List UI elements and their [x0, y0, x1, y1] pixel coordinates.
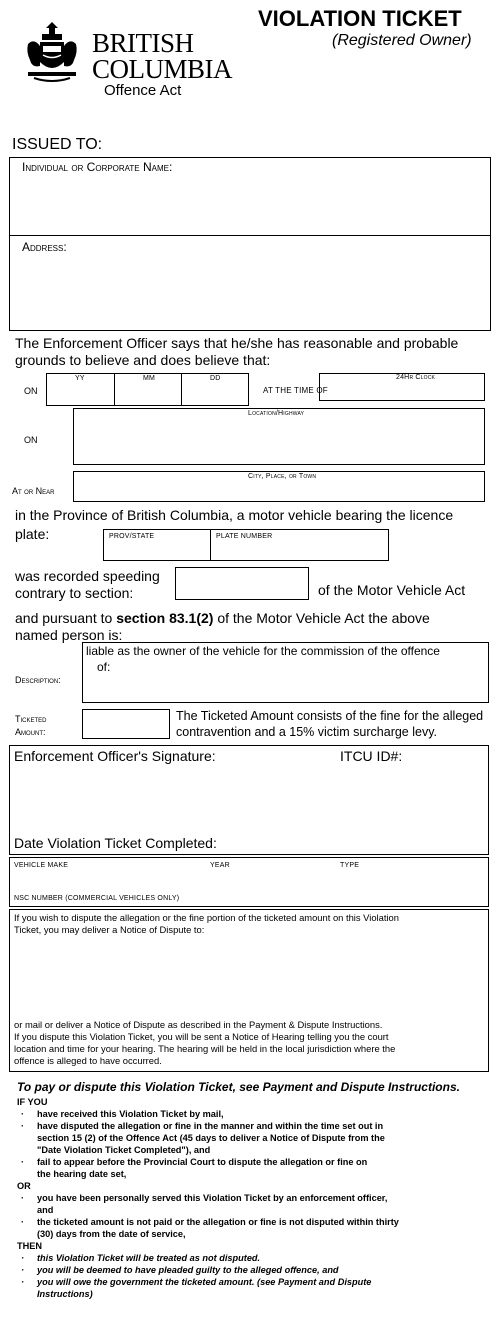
dispute-line2: Ticket, you may deliver a Notice of Dispute to: [14, 924, 205, 935]
act-name: Offence Act [104, 82, 182, 99]
description-line2: of: [97, 660, 111, 674]
dispute-box [9, 909, 489, 1072]
nsc-label: NSC NUMBER (COMMERCIAL VEHICLES ONLY) [14, 895, 180, 902]
dispute-address-field[interactable] [10, 938, 488, 1014]
dispute-line1: If you wish to dispute the allegation or the fine portion of the ticketed amount on this Violation [14, 912, 399, 923]
issued-to-heading: ISSUED TO: [12, 136, 103, 153]
bullet-served: · you have been personally served this Violation Ticket by an enforcement officer, [21, 1193, 388, 1203]
description-line1: liable as the owner of the vehicle for the commission of the offence [86, 644, 440, 658]
date-completed-label: Date Violation Ticket Completed: [14, 835, 217, 851]
description-label: Description: [15, 675, 61, 685]
near-label: At or Near [12, 486, 55, 496]
name-address-divider [10, 235, 490, 236]
date-box [46, 373, 249, 406]
bullet-served-cont: and [37, 1205, 54, 1215]
ticketed-label2: Amount: [15, 727, 46, 737]
date-dd-label: DD [210, 375, 221, 382]
ticketed-text1: The Ticketed Amount consists of the fine for the alleged [176, 709, 484, 723]
pursuant-section: section 83.1(2) [116, 610, 214, 626]
instructions-heading: To pay or dispute this Violation Ticket, see Payment and Dispute Instructions. [17, 1080, 460, 1094]
clock-label: 24Hr Clock [396, 374, 436, 381]
vehicle-make-label: VEHICLE MAKE [14, 862, 69, 869]
if-you-label: IF YOU [17, 1097, 48, 1107]
pursuant-suffix: of the Motor Vehicle Act the above [217, 610, 430, 626]
itcu-label: ITCU ID#: [340, 748, 403, 764]
officer-statement-line1: The Enforcement Officer says that he/she has reasonable and probable [15, 335, 459, 351]
brand-line1: BRITISH [92, 28, 194, 58]
name-label: Individual or Corporate Name: [22, 160, 173, 174]
dispute-line3: or mail or deliver a Notice of Dispute as described in the Payment & Dispute Instructions. [14, 1019, 383, 1030]
time-field[interactable] [319, 373, 485, 401]
page-subtitle: (Registered Owner) [332, 32, 472, 49]
speeding-line1: was recorded speeding [15, 568, 160, 584]
bullet-deemed-guilty: · you will be deemed to have pleaded guilty to the alleged offence, and [21, 1265, 339, 1275]
location-on-label: ON [24, 435, 38, 445]
or-label: OR [17, 1181, 31, 1191]
bullet-owe-cont: Instructions) [37, 1289, 93, 1299]
dispute-line4: If you dispute this Violation Ticket, you will be sent a Notice of Hearing telling you the court [14, 1031, 389, 1042]
highway-label: Location/Highway [248, 410, 305, 417]
pursuant-line1 [15, 610, 430, 627]
brand-line2: COLUMBIA [92, 54, 233, 84]
prov-field[interactable] [104, 530, 210, 560]
plate-number-label: PLATE NUMBER [216, 533, 273, 540]
bullet-disputed: · have disputed the allegation or fine in the manner and within the time set out in [21, 1121, 384, 1131]
coat-of-arms-logo [24, 22, 80, 84]
signature-box [9, 745, 489, 855]
vehicle-type-field[interactable] [337, 858, 487, 884]
date-yy-field[interactable] [47, 374, 113, 405]
vehicle-make-field[interactable] [10, 858, 205, 884]
bullet-not-paid-cont: (30) days from the date of service, [37, 1229, 186, 1239]
highway-field[interactable] [73, 408, 485, 465]
officer-statement-line2: grounds to believe and does believe that: [15, 352, 271, 368]
vehicle-box [9, 857, 489, 907]
bullet-disputed-cont1: section 15 (2) of the Offence Act (45 days to deliver a Notice of Dispute from the [37, 1133, 385, 1143]
bullet-fail-appear: · fail to appear before the Provincial Court to dispute the allegation or fine on [21, 1157, 368, 1167]
bullet-fail-appear-cont: the hearing date set, [37, 1169, 127, 1179]
time-label: AT THE TIME OF [263, 386, 328, 395]
instructions-body [17, 1096, 487, 1300]
ticketed-amount-field[interactable] [82, 709, 170, 739]
city-field[interactable] [73, 471, 485, 502]
pursuant-prefix: and pursuant to [15, 610, 113, 626]
prov-label: PROV/STATE [109, 533, 155, 540]
speeding-act: of the Motor Vehicle Act [318, 582, 466, 598]
date-dd-field[interactable] [183, 374, 249, 405]
page-title: VIOLATION TICKET [258, 6, 462, 31]
speeding-line2: contrary to section: [15, 585, 134, 601]
name-address-box [9, 157, 491, 331]
plate-box [103, 529, 389, 561]
plate-line2: plate: [15, 526, 50, 542]
plate-number-field[interactable] [212, 530, 388, 560]
name-field[interactable] [10, 158, 490, 234]
bullet-not-disputed: · this Violation Ticket will be treated as not disputed. [21, 1253, 261, 1263]
bullet-mail: · have received this Violation Ticket by mail, [21, 1109, 224, 1119]
city-label: City, Place, or Town [248, 473, 317, 480]
ticketed-label1: Ticketed [15, 714, 47, 724]
address-label: Address: [22, 240, 67, 254]
date-mm-label: MM [143, 375, 156, 382]
dispute-line6: offence is alleged to have occurred. [14, 1055, 162, 1066]
address-field[interactable] [10, 237, 490, 329]
pursuant-line2: named person is: [15, 627, 123, 643]
bullet-owe: · you will owe the government the ticketed amount. (see Payment and Dispute [21, 1277, 372, 1287]
date-mm-field[interactable] [115, 374, 181, 405]
plate-line1: in the Province of British Columbia, a motor vehicle bearing the licence [15, 507, 454, 523]
vehicle-year-field[interactable] [206, 858, 336, 884]
bullet-not-paid: · the ticketed amount is not paid or the allegation or fine is not disputed within thirty [21, 1217, 399, 1227]
date-yy-label: YY [75, 375, 85, 382]
vehicle-type-label: TYPE [340, 862, 360, 869]
vehicle-year-label: YEAR [210, 862, 230, 869]
description-field[interactable] [82, 642, 489, 703]
bullet-disputed-cont2: "Date Violation Ticket Completed"), and [37, 1145, 211, 1155]
ticketed-text2: contravention and a 15% victim surcharge levy. [176, 725, 438, 739]
date-on-label: ON [24, 386, 38, 396]
then-label: THEN [17, 1241, 43, 1251]
section-field[interactable] [175, 567, 309, 600]
officer-signature-label: Enforcement Officer's Signature: [14, 748, 216, 764]
officer-signature-field[interactable] [10, 766, 488, 832]
dispute-line5: location and time for your hearing. The hearing will be held in the local jurisdiction where the [14, 1043, 396, 1054]
